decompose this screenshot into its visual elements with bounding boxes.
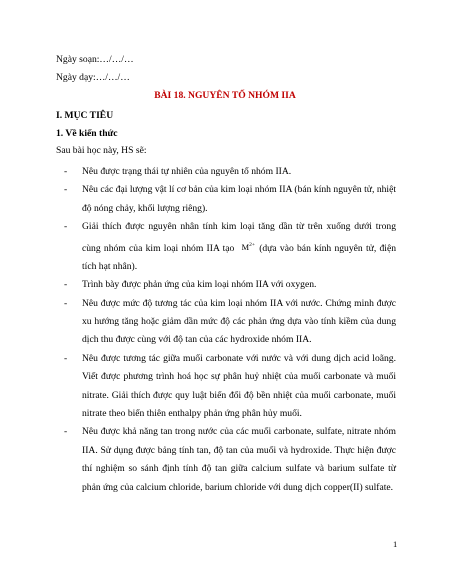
objective-text: Giải thích được nguyên nhân tính kim loại tăng dần từ trên xuống dưới trong cùng nhóm của kim loại nhóm IIA tạo xyxy=(82,221,396,254)
objective-text: Nêu được trạng thái tự nhiên của nguyên tố nhóm IIA. xyxy=(82,166,292,177)
objective-item xyxy=(56,181,396,218)
objective-text: Nêu được mức độ tương tác của kim loại nhóm IIA với nước. Chứng minh được xu hướng tăng hoặc giảm dần mức độ các phản ứng dựa vào tính kiềm của dung dịch thu được cùng với độ tan của các hydroxide nhóm IIA. xyxy=(82,297,396,346)
bullet-dash: - xyxy=(64,279,68,291)
lesson-title: BÀI 18. NGUYÊN TỐ NHÓM IIA xyxy=(154,90,296,101)
bullet-dash: - xyxy=(64,297,68,309)
objective-text: (dựa vào bán kính nguyên tử, điện tích hạt nhân). xyxy=(82,242,396,272)
objective-item xyxy=(56,276,396,294)
teach-date: Ngày dạy:…/…/… xyxy=(56,72,130,83)
section-heading-objectives: I. MỤC TIÊU xyxy=(56,110,114,121)
bullet-dash: - xyxy=(64,352,68,364)
subsection-heading-knowledge: 1. Về kiến thức xyxy=(56,128,118,139)
ion-formula xyxy=(242,243,255,252)
objective-item xyxy=(56,295,396,350)
objective-text: Nêu được khả năng tan trong nước của các muối carbonate, sulfate, nitrate nhóm IIA. Sử dụng được bảng tính tan, độ tan của muối và hydroxide. Thực hiện được thí nghiệm so sánh định tính độ tan giữa calcium sulfate và barium sulfate từ phản ứng của calcium chloride, barium chloride với dung dịch copper(II) sulfate. xyxy=(82,426,396,493)
intro-text: Sau bài học này, HS sẽ: xyxy=(56,145,147,156)
objective-text: Trình bày được phản ứng của kim loại nhóm IIA với oxygen. xyxy=(82,279,317,291)
bullet-dash: - xyxy=(64,426,68,438)
bullet-dash: - xyxy=(64,221,68,233)
objective-text: Nêu các đại lượng vật lí cơ bản của kim loại nhóm IIA (bán kính nguyên tử, nhiệt độ nóng chảy, khối lượng riêng). xyxy=(82,184,396,214)
bullet-dash: - xyxy=(64,166,68,177)
objective-text: Nêu được tương tác giữa muối carbonate với nước và với dung dịch acid loãng. Viết được phương trình hoá học sự phân huỷ nhiệt của muối carbonate và muối nitrate. Giải thích được quy luật biến đổi độ bền nhiệt của muối carbonate, muối nitrate theo biến thiên enthalpy phản ứng phân hủy muối. xyxy=(82,352,396,420)
objective-item xyxy=(56,423,396,497)
ion-symbol: M xyxy=(241,243,250,253)
prep-date: Ngày soạn:…/…/… xyxy=(56,54,134,65)
objective-item xyxy=(56,218,396,276)
ion-charge: 2+ xyxy=(249,241,255,248)
objective-item xyxy=(56,350,396,424)
bullet-dash: - xyxy=(64,184,68,196)
objectives-list xyxy=(56,163,396,497)
objective-item xyxy=(56,163,396,181)
page-number: 1 xyxy=(393,539,398,549)
